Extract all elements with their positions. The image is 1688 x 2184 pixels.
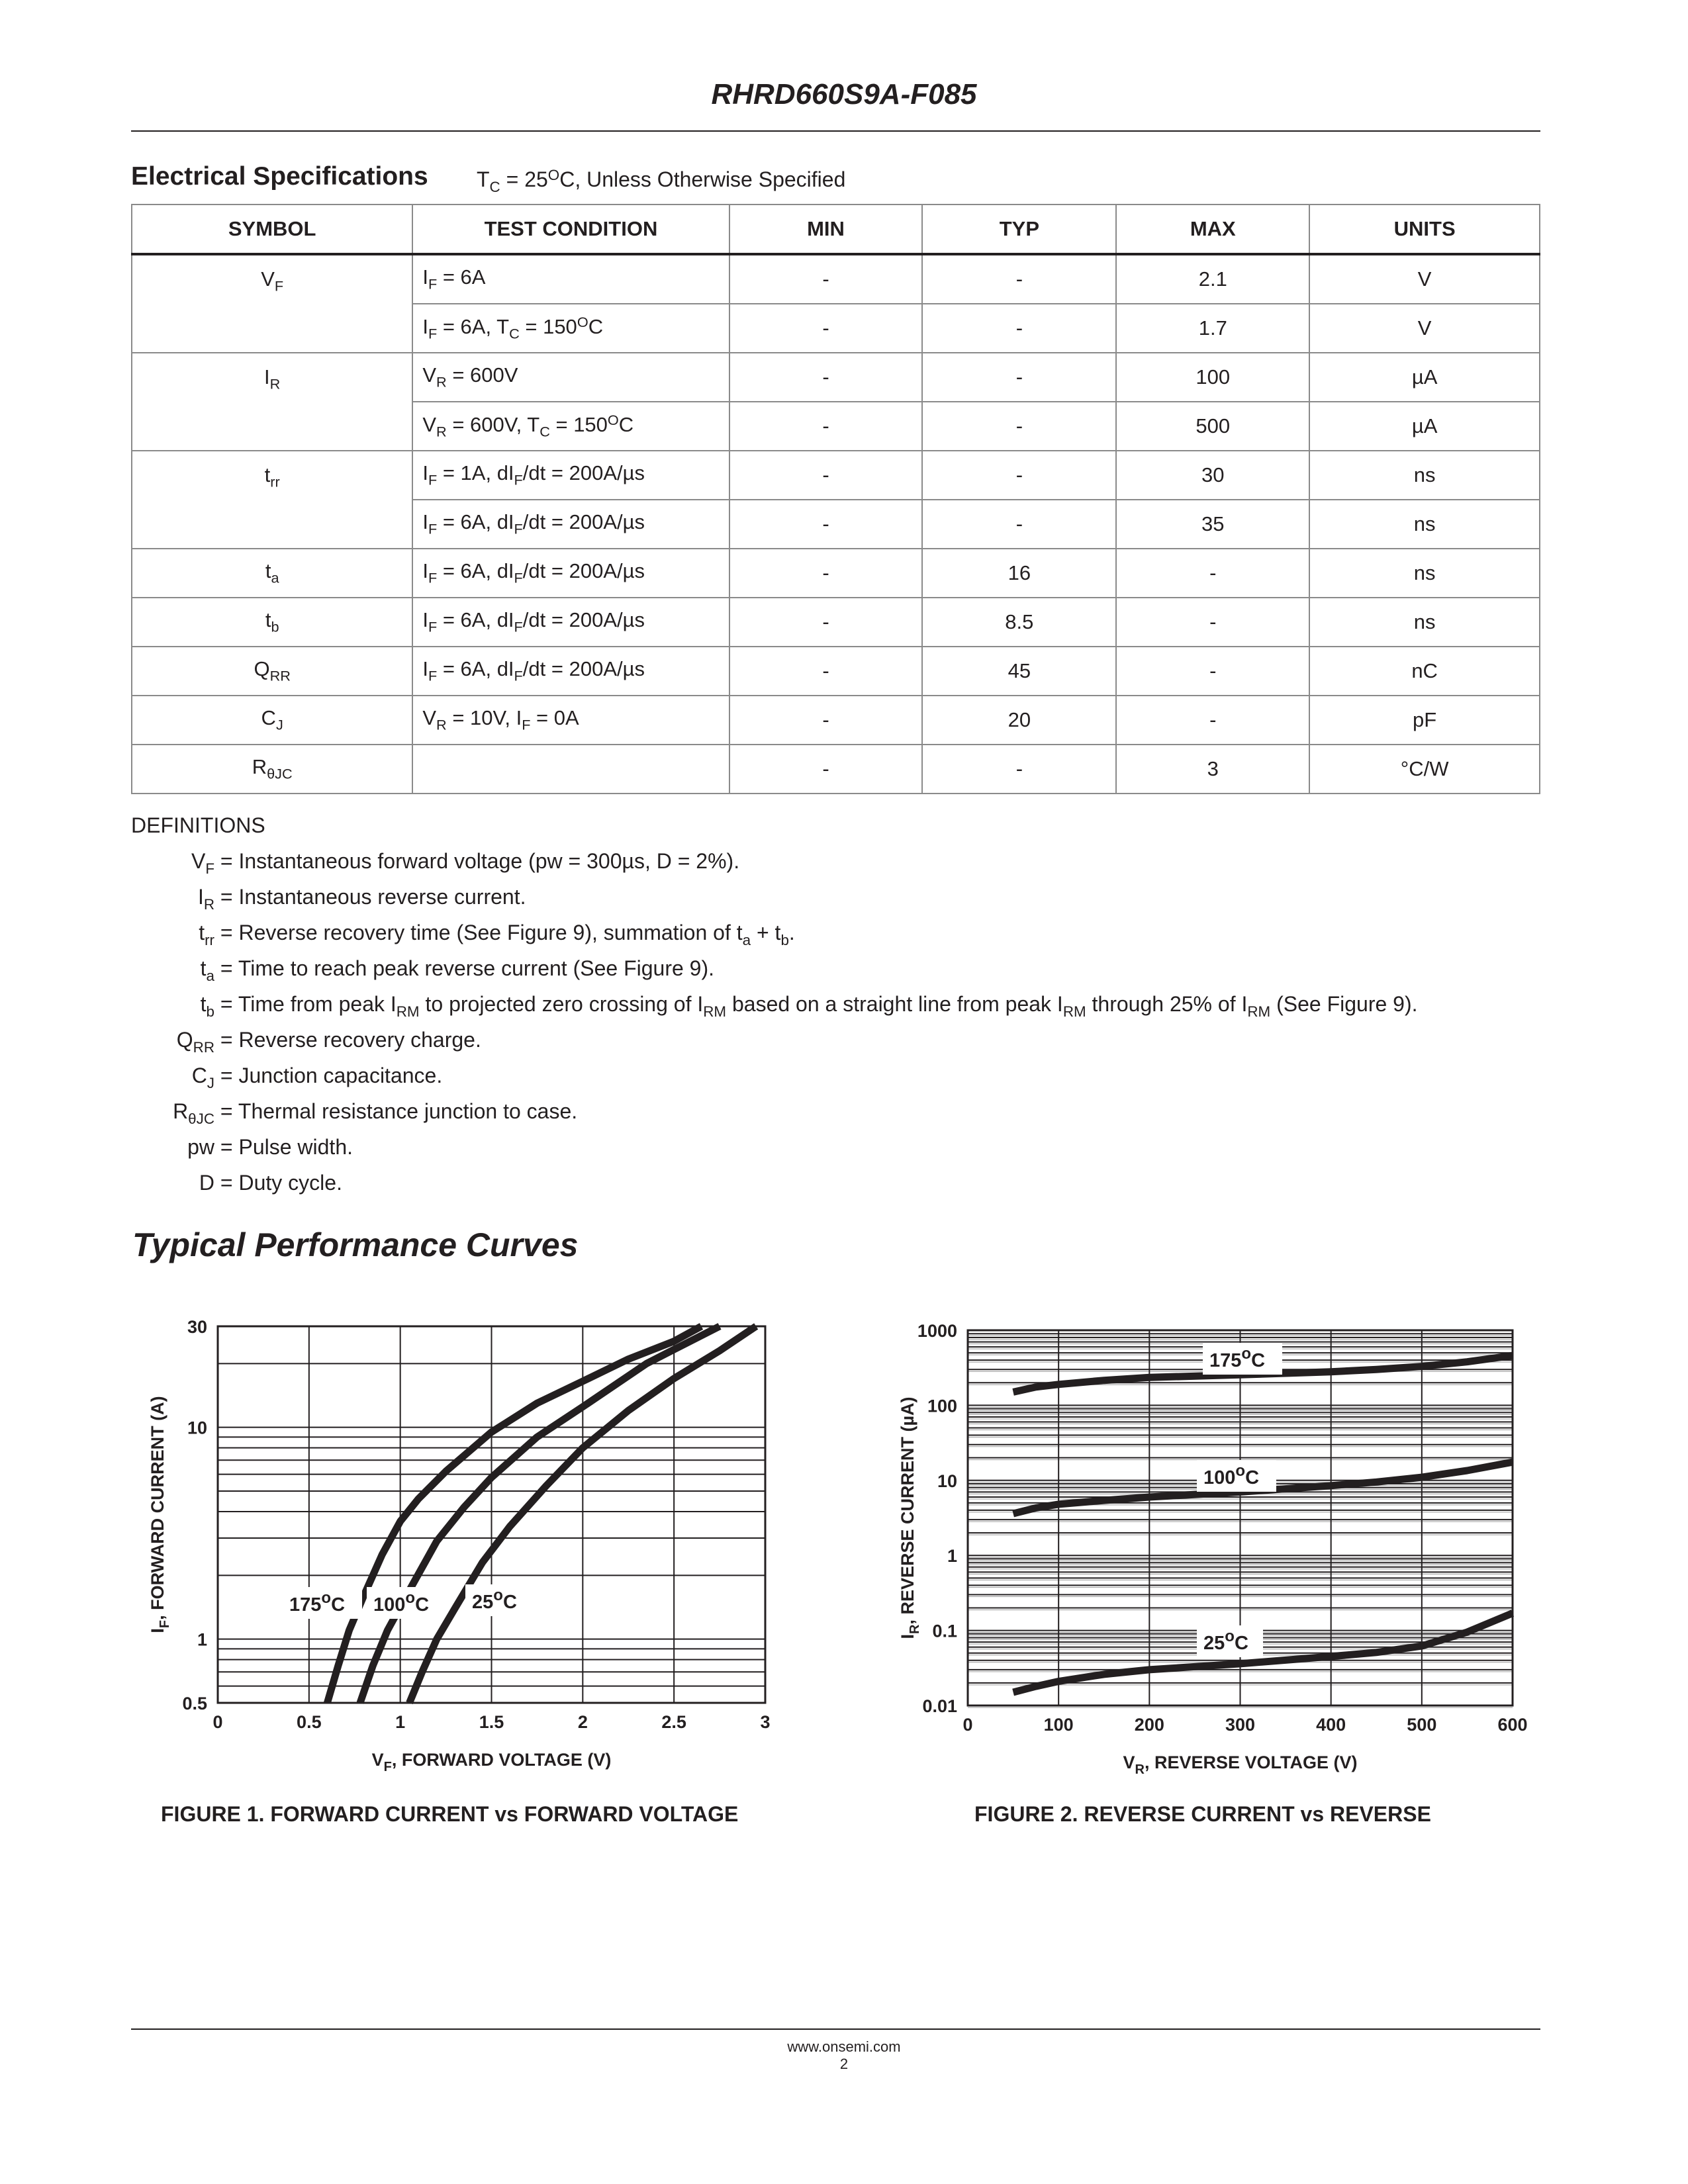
text-segment: = 0A — [530, 706, 579, 730]
text-segment: I — [422, 559, 428, 583]
table-row — [132, 598, 1540, 647]
subscript: F — [428, 569, 438, 586]
text-segment: based on a straight line from peak I — [726, 992, 1063, 1016]
test-condition-cell — [412, 254, 729, 304]
text-segment: t — [264, 463, 271, 486]
text-segment: = Instantaneous reverse current. — [214, 885, 526, 909]
degree-mark: o — [321, 1589, 332, 1607]
text-segment: = 150 — [549, 413, 608, 437]
spec-heading: Electrical Specifications — [131, 162, 428, 191]
max-cell: 1.7 — [1116, 304, 1309, 353]
definitions — [131, 807, 1418, 1201]
text-segment: V — [191, 849, 206, 873]
y-tick-label: 10 — [187, 1418, 207, 1438]
x-axis-label — [1123, 1752, 1357, 1777]
max-cell: - — [1116, 598, 1309, 647]
text-segment: I — [264, 365, 270, 388]
column-header: TEST CONDITION — [412, 205, 729, 254]
text-segment: C — [191, 1064, 207, 1087]
table-row — [132, 549, 1540, 598]
text-segment: V — [422, 706, 437, 730]
symbol-cell — [132, 745, 412, 794]
y-tick-label: 0.01 — [922, 1696, 957, 1716]
subscript: F — [514, 471, 523, 488]
series-label-value: 25 — [472, 1592, 494, 1613]
text-segment: t — [265, 608, 271, 632]
max-cell: - — [1116, 696, 1309, 745]
series-label-value: 100 — [1203, 1467, 1236, 1488]
text-segment: /dt = 200A/µs — [522, 461, 645, 485]
subscript: RM — [1247, 1003, 1271, 1020]
subscript: θJC — [267, 765, 293, 782]
document-title: RHRD660S9A-F085 — [711, 78, 977, 111]
text-segment: = Duty cycle. — [214, 1171, 342, 1195]
y-tick-label: 0.5 — [182, 1694, 207, 1713]
min-cell: - — [729, 402, 923, 451]
series-label-unit: C — [1245, 1467, 1260, 1488]
typ-cell: - — [922, 254, 1116, 304]
x-axis-label — [372, 1750, 612, 1774]
text-segment: R — [252, 755, 267, 779]
test-condition-cell — [412, 745, 729, 794]
degree-mark: o — [1241, 1345, 1252, 1363]
min-cell: - — [729, 304, 923, 353]
text-segment: = 6A, dI — [437, 608, 514, 632]
y-tick-label: 1 — [197, 1629, 207, 1650]
text-segment: /dt = 200A/µs — [522, 510, 645, 534]
text-segment: = Pulse width. — [214, 1135, 353, 1159]
series-label-value: 175 — [1209, 1350, 1242, 1371]
y-axis-label-part: , FORWARD CURRENT (A) — [148, 1396, 167, 1620]
subscript: rr — [205, 931, 214, 948]
text-segment: = 6A, dI — [437, 510, 514, 534]
test-condition-cell — [412, 696, 729, 745]
units-cell: ns — [1309, 598, 1540, 647]
typ-cell: - — [922, 745, 1116, 794]
definition-item — [131, 950, 1418, 986]
symbol-cell — [132, 598, 412, 647]
text-segment: I — [422, 608, 428, 632]
column-header: MIN — [729, 205, 923, 254]
min-cell: - — [729, 254, 923, 304]
definitions-heading: DEFINITIONS — [131, 813, 265, 837]
series-label-unit: C — [1234, 1633, 1248, 1654]
definition-item — [131, 986, 1418, 1022]
typ-cell: 45 — [922, 647, 1116, 696]
subscript: J — [207, 1074, 214, 1091]
text-segment: = Reverse recovery charge. — [214, 1028, 481, 1052]
units-cell: ns — [1309, 549, 1540, 598]
text-segment: /dt = 200A/µs — [522, 559, 645, 583]
symbol-cell — [132, 549, 412, 598]
text-segment: I — [422, 657, 428, 681]
x-tick-label: 500 — [1407, 1715, 1437, 1735]
units-cell: µA — [1309, 402, 1540, 451]
y-axis-label-part: I — [898, 1634, 917, 1639]
test-condition-cell — [412, 598, 729, 647]
units-cell: ns — [1309, 451, 1540, 500]
max-cell: 3 — [1116, 745, 1309, 794]
text-segment: = 150 — [519, 315, 577, 339]
text-segment: Q — [176, 1028, 193, 1052]
definition-text — [214, 992, 1418, 1020]
y-tick-label: 0.1 — [932, 1621, 957, 1641]
max-cell: 2.1 — [1116, 254, 1309, 304]
y-axis-label-part: R — [908, 1624, 922, 1635]
subscript: F — [274, 277, 284, 295]
text-segment: I — [422, 461, 428, 485]
text-segment: C — [618, 413, 634, 437]
text-segment: I — [422, 265, 428, 289]
subscript: C — [509, 325, 520, 342]
definition-item — [131, 1129, 1418, 1165]
min-cell: - — [729, 598, 923, 647]
definition-item — [131, 1165, 1418, 1201]
figure-1-caption: FIGURE 1. FORWARD CURRENT vs FORWARD VOLTAGE — [161, 1802, 739, 1826]
subscript: RM — [1062, 1003, 1086, 1020]
subscript: R — [269, 375, 281, 392]
text-segment: + t — [751, 921, 781, 944]
x-tick-label: 0.5 — [297, 1712, 322, 1732]
units-cell: µA — [1309, 353, 1540, 402]
series-label-value: 100 — [373, 1594, 406, 1615]
x-tick-label: 2.5 — [661, 1712, 686, 1732]
column-header: TYP — [922, 205, 1116, 254]
page-number: 2 — [839, 2056, 849, 2072]
text-segment: V — [422, 363, 437, 387]
symbol-cell — [132, 696, 412, 745]
symbol-cell — [132, 254, 412, 353]
subscript: a — [742, 931, 751, 948]
x-axis-label-part: R — [1135, 1762, 1145, 1777]
x-tick-label: 0 — [962, 1715, 973, 1735]
test-condition-cell — [412, 304, 729, 353]
text-segment: = 6A, dI — [437, 559, 514, 583]
text-segment: /dt = 200A/µs — [522, 657, 645, 681]
typ-cell: 8.5 — [922, 598, 1116, 647]
column-header: MAX — [1116, 205, 1309, 254]
figure-2-chart — [887, 1297, 1549, 1787]
symbol-cell — [132, 451, 412, 549]
table-row — [132, 647, 1540, 696]
typ-cell: 16 — [922, 549, 1116, 598]
typ-cell: - — [922, 353, 1116, 402]
text-segment: t — [199, 921, 205, 944]
x-tick-label: 3 — [760, 1712, 771, 1732]
y-tick-label: 30 — [187, 1317, 207, 1337]
x-tick-label: 2 — [577, 1712, 588, 1732]
degree-mark: o — [1225, 1627, 1235, 1645]
text-segment: I — [422, 510, 428, 534]
text-segment: Q — [254, 657, 270, 681]
series-label-unit: C — [415, 1594, 430, 1615]
text-segment: = Thermal resistance junction to case. — [214, 1099, 578, 1123]
subscript: F — [428, 325, 438, 342]
y-tick-label: 1 — [947, 1546, 957, 1567]
table-row — [132, 451, 1540, 500]
subscript: F — [514, 520, 523, 537]
table-row — [132, 254, 1540, 304]
subscript: RM — [703, 1003, 727, 1020]
subscript: R — [436, 716, 447, 733]
series-label-unit: C — [502, 1592, 517, 1613]
typ-cell: - — [922, 402, 1116, 451]
text-segment: (See Figure 9). — [1270, 992, 1418, 1016]
min-cell: - — [729, 451, 923, 500]
y-axis-label — [148, 1396, 172, 1633]
text-segment: t — [200, 992, 207, 1016]
x-tick-label: 400 — [1316, 1715, 1346, 1735]
subscript: F — [514, 618, 523, 635]
figure-1-chart — [132, 1297, 794, 1787]
text-segment: C — [261, 706, 276, 730]
definition-symbol — [131, 1165, 214, 1201]
x-tick-label: 100 — [1043, 1715, 1074, 1735]
table-row — [132, 353, 1540, 402]
column-header: SYMBOL — [132, 205, 412, 254]
subscript: F — [514, 569, 523, 586]
text-segment: D — [199, 1171, 214, 1195]
text-segment: I — [422, 315, 428, 339]
units-cell: V — [1309, 304, 1540, 353]
y-axis-label-part: , REVERSE CURRENT (µA) — [898, 1396, 917, 1625]
subscript: θJC — [188, 1110, 214, 1127]
subscript: a — [206, 967, 214, 984]
text-segment: T — [477, 167, 490, 192]
column-header: UNITS — [1309, 205, 1540, 254]
text-segment: = Time to reach peak reverse current (See Figure 9). — [214, 956, 714, 980]
text-segment: t — [265, 559, 271, 583]
text-segment: = 1A, dI — [437, 461, 514, 485]
subscript: RR — [269, 667, 291, 684]
x-tick-label: 200 — [1134, 1715, 1164, 1735]
max-cell: 100 — [1116, 353, 1309, 402]
x-tick-label: 1 — [395, 1712, 406, 1732]
y-tick-label: 1000 — [917, 1321, 957, 1341]
x-tick-label: 600 — [1497, 1715, 1528, 1735]
subscript: C — [489, 178, 500, 195]
table-row — [132, 696, 1540, 745]
text-segment: through 25% of I — [1086, 992, 1248, 1016]
min-cell: - — [729, 745, 923, 794]
min-cell: - — [729, 696, 923, 745]
subscript: F — [205, 860, 214, 877]
min-cell: - — [729, 500, 923, 549]
text-segment: I — [197, 885, 204, 909]
x-tick-label: 1.5 — [479, 1712, 504, 1732]
text-segment: to projected zero crossing of I — [419, 992, 704, 1016]
series-label-unit: C — [1251, 1350, 1266, 1371]
symbol-cell — [132, 353, 412, 451]
figure-2-caption: FIGURE 2. REVERSE CURRENT vs REVERSE — [974, 1802, 1431, 1826]
footer-rule — [131, 2028, 1540, 2030]
x-tick-label: 0 — [212, 1712, 223, 1732]
subscript: F — [428, 520, 438, 537]
text-segment: = 6A, dI — [437, 657, 514, 681]
subscript: R — [436, 423, 447, 440]
degree-mark: o — [1235, 1462, 1246, 1480]
subscript: R — [436, 373, 447, 390]
text-segment: = 6A — [437, 265, 486, 289]
subscript: b — [780, 931, 789, 948]
units-cell: pF — [1309, 696, 1540, 745]
text-segment: = Time from peak I — [214, 992, 397, 1016]
test-condition-cell — [412, 353, 729, 402]
supscript: O — [547, 167, 560, 183]
text-segment: /dt = 200A/µs — [522, 608, 645, 632]
text-segment: = Instantaneous forward voltage (pw = 300µs, D = 2%). — [214, 849, 740, 873]
test-condition-cell — [412, 549, 729, 598]
series-label-value: 25 — [1203, 1633, 1225, 1654]
typ-cell: - — [922, 451, 1116, 500]
subscript: b — [206, 1003, 214, 1020]
table-header-row — [132, 205, 1540, 254]
text-segment: = Reverse recovery time (See Figure 9), summation of t — [214, 921, 743, 944]
y-tick-label: 10 — [937, 1471, 957, 1491]
text-segment: = 25 — [500, 167, 548, 192]
text-segment: R — [173, 1099, 189, 1123]
subscript: F — [428, 471, 438, 488]
symbol-cell — [132, 647, 412, 696]
text-segment: C — [588, 315, 604, 339]
definition-text — [214, 1028, 481, 1052]
max-cell: 35 — [1116, 500, 1309, 549]
text-segment: t — [200, 956, 207, 980]
definition-text — [214, 1135, 353, 1159]
degree-mark: o — [405, 1589, 416, 1607]
subscript: b — [271, 618, 279, 635]
header-rule — [131, 130, 1540, 132]
table-row — [132, 745, 1540, 794]
definition-text — [214, 956, 714, 980]
max-cell: 500 — [1116, 402, 1309, 451]
subscript: RR — [193, 1038, 214, 1056]
definition-text — [214, 849, 739, 873]
definition-item — [131, 1093, 1418, 1129]
text-segment: pw — [187, 1135, 214, 1159]
text-segment: = 10V, I — [446, 706, 522, 730]
test-condition-cell — [412, 402, 729, 451]
typ-cell: - — [922, 304, 1116, 353]
text-segment: = 6A, T — [437, 315, 510, 339]
subscript: F — [428, 618, 438, 635]
text-segment: = 600V — [446, 363, 518, 387]
definition-item — [131, 879, 1418, 915]
y-axis-label-part: F — [158, 1619, 172, 1629]
typ-cell: 20 — [922, 696, 1116, 745]
units-cell: °C/W — [1309, 745, 1540, 794]
definition-text — [214, 1064, 442, 1087]
x-axis-label-part: V — [1123, 1752, 1135, 1772]
subscript: F — [522, 716, 531, 733]
definition-item — [131, 915, 1418, 950]
text-segment: V — [422, 413, 437, 437]
text-segment: . — [788, 921, 795, 944]
spec-condition — [477, 167, 845, 196]
footer-url[interactable]: www.onsemi.com — [787, 2038, 901, 2055]
definition-item — [131, 843, 1418, 879]
min-cell: - — [729, 353, 923, 402]
units-cell: V — [1309, 254, 1540, 304]
text-segment: V — [261, 267, 275, 291]
subscript: a — [271, 569, 279, 586]
test-condition-cell — [412, 500, 729, 549]
x-axis-label-part: F — [383, 1760, 392, 1774]
test-condition-cell — [412, 647, 729, 696]
x-axis-label-part: V — [371, 1750, 384, 1770]
min-cell: - — [729, 549, 923, 598]
subscript: F — [514, 667, 523, 684]
text-segment: C, Unless Otherwise Specified — [559, 167, 846, 192]
units-cell: ns — [1309, 500, 1540, 549]
subscript: rr — [270, 473, 280, 490]
units-cell: nC — [1309, 647, 1540, 696]
definition-text — [214, 885, 526, 909]
definition-item — [131, 1022, 1418, 1058]
typ-cell: - — [922, 500, 1116, 549]
subscript: RM — [396, 1003, 420, 1020]
y-axis-label — [898, 1396, 922, 1639]
max-cell: - — [1116, 647, 1309, 696]
subscript: F — [428, 275, 438, 293]
section-title: Typical Performance Curves — [132, 1226, 579, 1263]
definition-text — [214, 1171, 342, 1195]
definition-symbol — [131, 1129, 214, 1165]
degree-mark: o — [493, 1586, 503, 1604]
test-condition-cell — [412, 451, 729, 500]
max-cell: - — [1116, 549, 1309, 598]
supscript: O — [577, 314, 588, 331]
y-axis-label-part: I — [148, 1628, 167, 1633]
min-cell: - — [729, 647, 923, 696]
x-axis-label-part: , FORWARD VOLTAGE (V) — [391, 1750, 612, 1770]
subscript: J — [275, 716, 283, 733]
max-cell: 30 — [1116, 451, 1309, 500]
supscript: O — [607, 412, 619, 429]
text-segment: = Junction capacitance. — [214, 1064, 443, 1087]
definition-item — [131, 1058, 1418, 1093]
series-label-value: 175 — [289, 1594, 322, 1615]
definition-text — [214, 921, 795, 948]
y-tick-label: 100 — [927, 1396, 957, 1416]
subscript: C — [539, 423, 550, 440]
subscript: F — [428, 667, 438, 684]
series-label-unit: C — [331, 1594, 346, 1615]
definition-text — [214, 1099, 577, 1123]
electrical-spec-table — [131, 204, 1540, 794]
text-segment: = 600V, T — [446, 413, 540, 437]
x-axis-label-part: , REVERSE VOLTAGE (V) — [1144, 1752, 1358, 1772]
subscript: R — [203, 895, 214, 913]
x-tick-label: 300 — [1225, 1715, 1256, 1735]
